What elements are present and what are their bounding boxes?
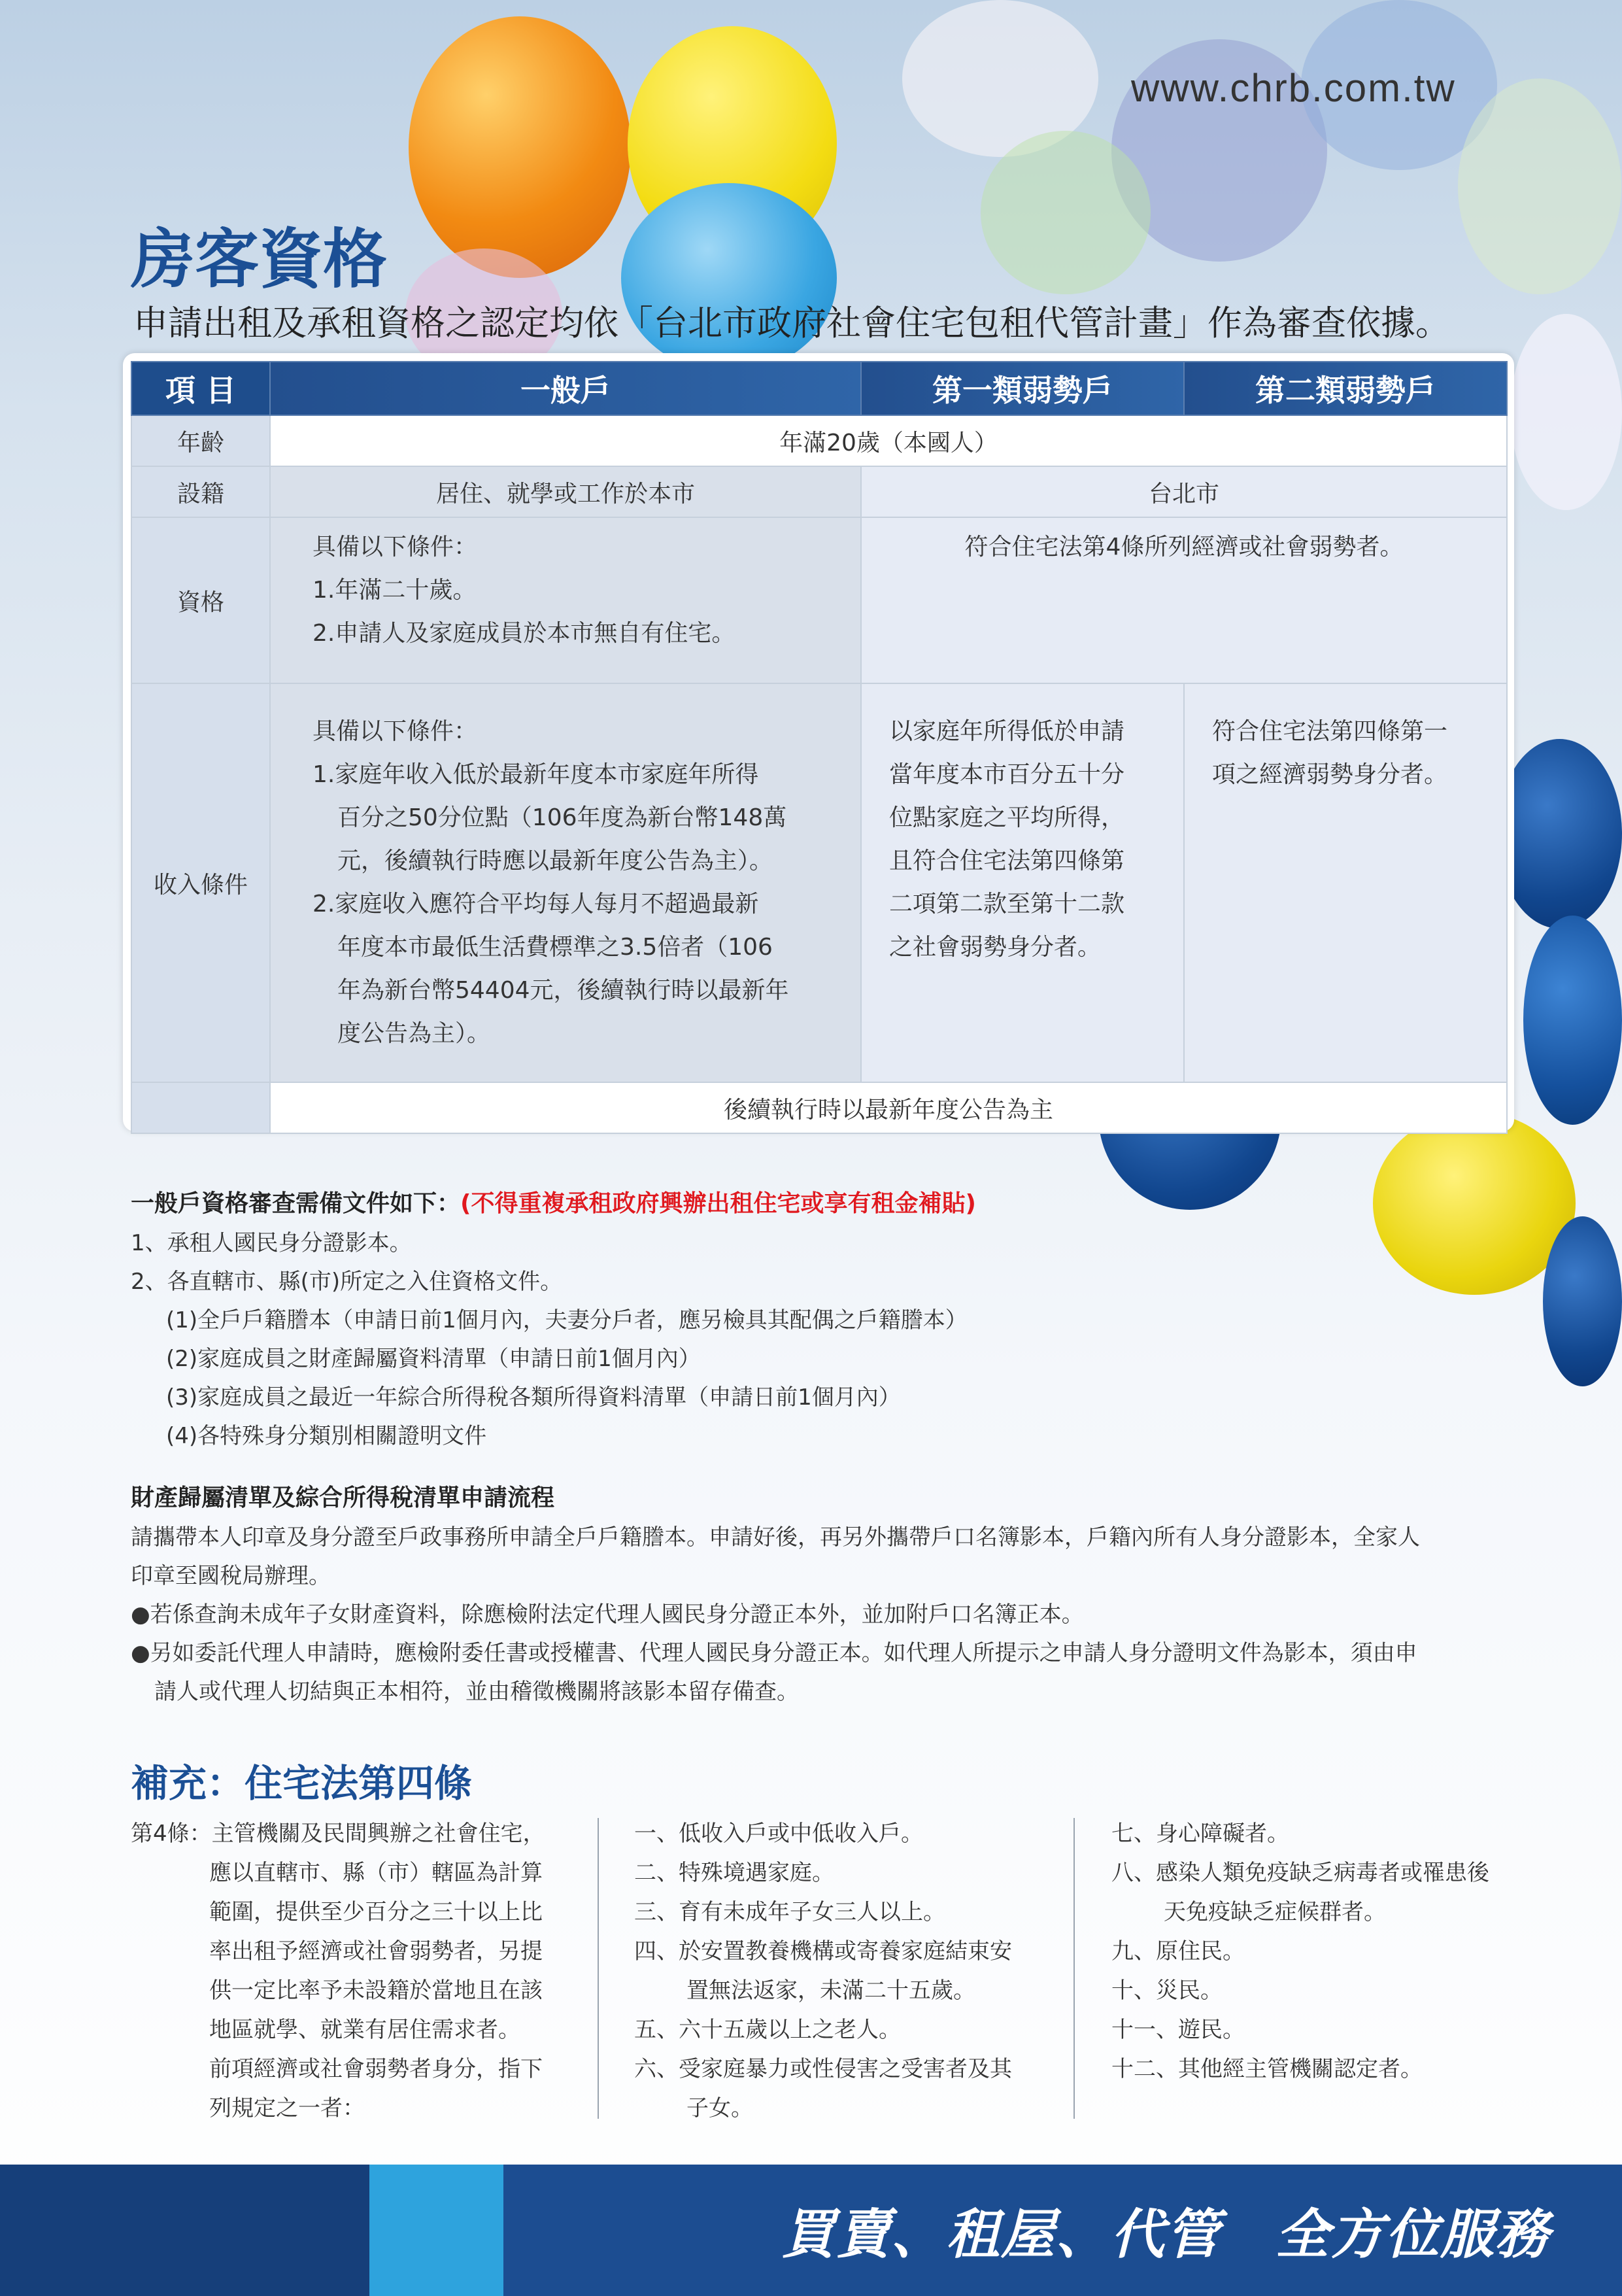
article-prefix: 第4條： bbox=[131, 1821, 212, 1847]
article-item: 九、原住民。 bbox=[1111, 1938, 1245, 1964]
row-label-age: 年齡 bbox=[131, 415, 270, 466]
header-type2: 第二類弱勢戶 bbox=[1184, 362, 1507, 415]
income-type2-line: 符合住宅法第四條第一 bbox=[1212, 718, 1448, 745]
income-line: 年度本市最低生活費標準之3.5倍者（106 bbox=[337, 934, 773, 961]
supplement-col2 bbox=[634, 1814, 1012, 2128]
page-title: 房客資格 bbox=[131, 222, 388, 297]
income-type1-line: 當年度本市百分五十分 bbox=[889, 761, 1125, 788]
income-type1-line: 之社會弱勢身分者。 bbox=[889, 934, 1102, 961]
article-line: 率出租予經濟或社會弱勢者，另提 bbox=[209, 1938, 543, 1964]
article-item: 五、六十五歲以上之老人。 bbox=[634, 2017, 901, 2043]
column-divider bbox=[1073, 1818, 1075, 2119]
document-subitem: (4)各特殊身分類別相關證明文件 bbox=[166, 1423, 487, 1449]
process-bullet: ●另如委託代理人申請時，應檢附委任書或授權書、代理人國民身分證正本。如代理人所提示之申請人身分證明文件為影本，須由申 bbox=[131, 1640, 1417, 1666]
income-type1 bbox=[861, 683, 1184, 1082]
supplement-title: 補充：住宅法第四條 bbox=[131, 1761, 473, 1806]
article-item: 八、感染人類免疫缺乏病毒者或罹患後 bbox=[1111, 1860, 1489, 1886]
income-type2-line: 項之經濟弱勢身分者。 bbox=[1212, 761, 1448, 788]
supplement-col1 bbox=[131, 1814, 545, 2128]
page-subtitle: 申請出租及承租資格之認定均依「台北市政府社會住宅包租代管計畫」作為審查依據。 bbox=[133, 303, 1450, 343]
income-type1-line: 且符合住宅法第四條第 bbox=[889, 848, 1125, 874]
age-value: 年滿20歲（本國人） bbox=[270, 415, 1507, 466]
registry-general: 居住、就學或工作於本市 bbox=[270, 466, 861, 517]
article-line: 列規定之一者： bbox=[209, 2095, 365, 2121]
footer-slogan: 買賣、租屋、代管 全方位服務 bbox=[781, 2204, 1550, 2266]
article-line: 供一定比率予未設籍於當地且在該 bbox=[209, 1978, 543, 2004]
column-divider bbox=[598, 1818, 599, 2119]
income-general bbox=[270, 683, 861, 1082]
document-subitem: (1)全戶戶籍謄本（申請日前1個月內，夫妻分戶者，應另檢具其配偶之戶籍謄本） bbox=[166, 1307, 968, 1333]
tenant-qualification-table bbox=[123, 353, 1514, 1131]
income-line: 具備以下條件： bbox=[313, 718, 478, 745]
footer-band-light bbox=[369, 2165, 503, 2296]
document-item: 1、承租人國民身分證影本。 bbox=[131, 1230, 412, 1256]
income-line: 元，後續執行時應以最新年度公告為主）。 bbox=[337, 848, 773, 874]
header-general: 一般戶 bbox=[270, 362, 861, 415]
header-item: 項 目 bbox=[131, 362, 270, 415]
article-item: 十一、遊民。 bbox=[1111, 2017, 1245, 2043]
article-item: 七、身心障礙者。 bbox=[1111, 1821, 1289, 1847]
article-item: 四、於安置教養機構或寄養家庭結束安 bbox=[634, 1938, 1012, 1964]
documents-heading-note: (不得重複承租政府興辦出租住宅或享有租金補貼) bbox=[460, 1190, 976, 1217]
income-line: 1.家庭年收入低於最新年度本市家庭年所得 bbox=[313, 761, 759, 788]
website-url[interactable]: www.chrb.com.tw bbox=[1131, 66, 1456, 110]
article-line: 範圍，提供至少百分之三十以上比 bbox=[209, 1899, 543, 1925]
qualification-line: 具備以下條件： bbox=[313, 534, 478, 560]
qualification-line: 1.年滿二十歲。 bbox=[313, 577, 477, 604]
header-type1: 第一類弱勢戶 bbox=[861, 362, 1184, 415]
income-footnote: 後續執行時以最新年度公告為主 bbox=[270, 1082, 1507, 1133]
article-line: 主管機關及民間興辦之社會住宅， bbox=[211, 1821, 545, 1847]
row-label-registry: 設籍 bbox=[131, 466, 270, 517]
documents-heading bbox=[131, 1185, 976, 1218]
article-line: 前項經濟或社會弱勢者身分，指下 bbox=[209, 2056, 543, 2082]
income-line: 年為新台幣54404元，後續執行時以最新年 bbox=[337, 977, 789, 1004]
qualification-general bbox=[270, 517, 861, 683]
supplement-col3 bbox=[1111, 1814, 1489, 2089]
process-line: 請人或代理人切結與正本相符，並由稽徵機關將該影本留存備查。 bbox=[154, 1679, 799, 1705]
process-bullet: ●若係查詢未成年子女財產資料，除應檢附法定代理人國民身分證正本外，並加附戶口名簿正本。 bbox=[131, 1602, 1084, 1628]
article-item: 子女。 bbox=[686, 2095, 753, 2121]
article-item: 天免疫缺乏症候群者。 bbox=[1164, 1899, 1386, 1925]
row-label-income: 收入條件 bbox=[131, 683, 270, 1082]
article-item: 一、低收入戶或中低收入戶。 bbox=[634, 1821, 923, 1847]
income-type1-line: 以家庭年所得低於申請 bbox=[889, 718, 1125, 745]
documents-heading-text: 一般戶資格審查需備文件如下： bbox=[131, 1190, 461, 1217]
article-item: 十二、其他經主管機關認定者。 bbox=[1111, 2056, 1423, 2082]
process-line: 請攜帶本人印章及身分證至戶政事務所申請全戶戶籍謄本。申請好後，再另外攜帶戶口名簿影本，戶籍內所有人身分證影本，全家人 bbox=[131, 1524, 1420, 1551]
footnote-label-cell bbox=[131, 1082, 270, 1133]
income-line: 度公告為主）。 bbox=[337, 1020, 491, 1047]
article-item: 十、災民。 bbox=[1111, 1978, 1223, 2004]
footer-banner bbox=[0, 2165, 1622, 2296]
income-type2 bbox=[1184, 683, 1507, 1082]
row-label-qualification: 資格 bbox=[131, 517, 270, 683]
qualification-disadvantaged-text: 符合住宅法第4條所列經濟或社會弱勢者。 bbox=[964, 534, 1404, 560]
article-item: 六、受家庭暴力或性侵害之受害者及其 bbox=[634, 2056, 1012, 2082]
process-line: 印章至國稅局辦理。 bbox=[131, 1563, 331, 1589]
process-heading: 財產歸屬清單及綜合所得稅清單申請流程 bbox=[131, 1484, 555, 1511]
income-line: 2.家庭收入應符合平均每人每月不超過最新 bbox=[313, 891, 759, 917]
registry-disadvantaged: 台北市 bbox=[861, 466, 1507, 517]
document-subitem: (2)家庭成員之財產歸屬資料清單（申請日前1個月內） bbox=[166, 1346, 701, 1372]
document-subitem: (3)家庭成員之最近一年綜合所得稅各類所得資料清單（申請日前1個月內） bbox=[166, 1384, 901, 1411]
income-line: 百分之50分位點（106年度為新台幣148萬 bbox=[337, 804, 787, 831]
article-item: 二、特殊境遇家庭。 bbox=[634, 1860, 834, 1886]
qualification-line: 2.申請人及家庭成員於本市無自有住宅。 bbox=[313, 620, 735, 647]
footer-band-dark bbox=[0, 2165, 369, 2296]
document-item: 2、各直轄市、縣(市)所定之入住資格文件。 bbox=[131, 1269, 563, 1295]
article-item: 三、育有未成年子女三人以上。 bbox=[634, 1899, 945, 1925]
qualification-disadvantaged bbox=[861, 517, 1507, 683]
income-type1-line: 位點家庭之平均所得， bbox=[889, 804, 1125, 831]
article-line: 地區就學、就業有居住需求者。 bbox=[209, 2017, 520, 2043]
article-line: 應以直轄市、縣（市）轄區為計算 bbox=[209, 1860, 543, 1886]
income-type1-line: 二項第二款至第十二款 bbox=[889, 891, 1125, 917]
article-item: 置無法返家，未滿二十五歲。 bbox=[686, 1978, 975, 2004]
